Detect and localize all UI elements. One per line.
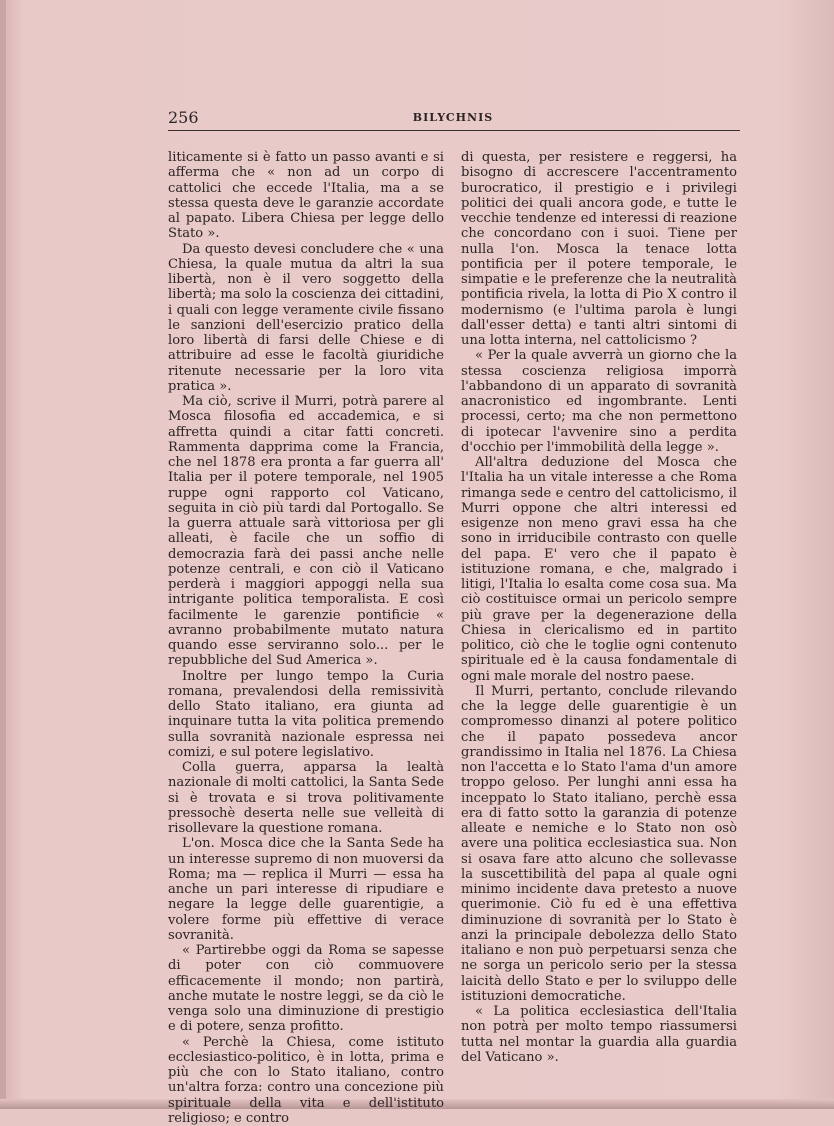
paragraph: Inoltre per lungo tempo la Curia romana, prevalendosi della remissività dello Stato italiano, era giunta ad inquinare tutta la vita politica premendo sulla sovranità nazionale espressa nei comizi, e sul potere legislativo. xyxy=(168,669,444,761)
right-column xyxy=(461,150,737,1065)
paragraph: « Per la quale avverrà un giorno che la stessa coscienza religiosa imporrà l'abbandono di un apparato di sovranità anacronistico ed ingombrante. Lenti processi, certo; ma che non permettono di ipotecar l'avvenire sino a perdita d'occhio per l'immobilità della legge ». xyxy=(461,348,737,455)
header-rule xyxy=(168,130,740,131)
paragraph: Ma ciò, scrive il Murri, potrà parere al Mosca filosofia ed accademica, e si affretta quindi a citar fatti concreti. Rammenta dapprima come la Francia, che nel 1878 era pronta a far guerra all' Italia per il potere temporale, nel 1905 ruppe ogni rapporto col Vaticano, seguita in ciò più tardi dal Portogallo. Se la guerra attuale sarà vittoriosa per gli alleati, è facile che un soffio di democrazia farà dei passi anche nelle potenze centrali, e con ciò il Vaticano perderà i maggiori appoggi nella sua intrigante politica temporalista. E così facilmente le garenzie pontificie « avranno probabilmente mutato natura quando esse serviranno solo... per le repubbliche del Sud America ». xyxy=(168,394,444,669)
paragraph: Da questo devesi concludere che « una Chiesa, la quale mutua da altri la sua libertà, non è il vero soggetto della libertà; ma solo la coscienza dei cittadini, i quali con legge veramente civile fissano le sanzioni dell'esercizio pratico della loro libertà di farsi delle Chiese e di attribuire ad esse le facoltà giuridiche ritenute necessarie per la loro vita pratica ». xyxy=(168,242,444,395)
paragraph: « Perchè la Chiesa, come istituto ecclesiastico-politico, è in lotta, prima e più che con lo Stato italiano, contro un'altra forza: contro una concezione più spirituale della vita e dell'istituto religioso; e contro xyxy=(168,1035,444,1126)
running-title: BILYCHNIS xyxy=(168,111,738,124)
paragraph: « Partirebbe oggi da Roma se sapesse di poter con ciò commuovere efficacemente il mondo; non partirà, anche mutate le nostre leggi, se da ciò le venga solo una diminuzione di prestigio e di potere, senza profitto. xyxy=(168,943,444,1035)
paragraph: All'altra deduzione del Mosca che l'Italia ha un vitale interesse a che Roma rimanga sede e centro del cattolicismo, il Murri oppone che altri interessi ed esigenze non meno gravi essa ha che sono in irriducibile contrasto con quelle del papa. E' vero che il papato è istituzione romana, e che, malgrado i litigi, l'Italia lo esalta come cosa sua. Ma ciò costituisce ormai un pericolo sempre più grave per la degenerazione della Chiesa in clericalismo ed in partito politico, ciò che le toglie ogni contenuto spirituale ed è la causa fondamentale di ogni male morale del nostro paese. xyxy=(461,455,737,684)
left-column xyxy=(168,150,444,1126)
paragraph: liticamente si è fatto un passo avanti e si afferma che « non ad un corpo di cattolici che eccede l'Italia, ma a se stessa questa deve le garanzie accordate al papato. Libera Chiesa per legge dello Stato ». xyxy=(168,150,444,242)
paragraph: L'on. Mosca dice che la Santa Sede ha un interesse supremo di non muoversi da Roma; ma — replica il Murri — essa ha anche un pari interesse di ripudiare e negare la legge delle guarentigie, a volere forme più effettive di verace sovranità. xyxy=(168,836,444,943)
page-header xyxy=(168,108,738,130)
paragraph: Colla guerra, apparsa la lealtà nazionale di molti cattolici, la Santa Sede si è trovata e si trova politivamente pressochè deserta nelle sue velleità di risollevare la questione romana. xyxy=(168,760,444,836)
page-edge-left xyxy=(0,0,6,1109)
paragraph: Il Murri, pertanto, conclude rilevando che la legge delle guarentigie è un compromesso dinanzi al potere politico che il papato possedeva ancor grandissimo in Italia nel 1876. La Chiesa non l'accetta e lo Stato l'ama d'un amore troppo geloso. Per lunghi anni essa ha inceppato lo Stato italiano, perchè essa era di fatto sotto la garanzia di potenze alleate e nemiche e lo Stato non osò avere una politica ecclesiastica sua. Non si osava fare atto alcuno che sollevasse la suscettibilità del papa al quale ogni minimo incidente dava pretesto a nuove querimonie. Ciò fu ed è una effettiva diminuzione di sovranità per lo Stato è anzi la principale debolezza dello Stato italiano e non può perpetuarsi senza che ne sorga un pericolo serio per la stessa laicità dello Stato e per lo sviluppo delle istituzioni democratiche. xyxy=(461,684,737,1004)
paragraph: « La politica ecclesiastica dell'Italia non potrà per molto tempo riassumersi tutta nel montar la guardia alla guardia del Vaticano ». xyxy=(461,1004,737,1065)
paragraph: di questa, per resistere e reggersi, ha bisogno di accrescere l'accentramento burocratico, il prestigio e i privilegi politici dei quali ancora gode, e tutte le vecchie tendenze ed interessi di reazione che concordano con i suoi. Tiene per nulla l'on. Mosca la tenace lotta pontificia per il potere temporale, le simpatie e le preferenze che la neutralità pontificia rivela, la lotta di Pio X contro il modernismo (e l'ultima parola è lungi dall'esser detta) e tanti altri sintomi di una lotta interna, nel cattolicismo ? xyxy=(461,150,737,348)
page-number: 256 xyxy=(168,108,199,127)
